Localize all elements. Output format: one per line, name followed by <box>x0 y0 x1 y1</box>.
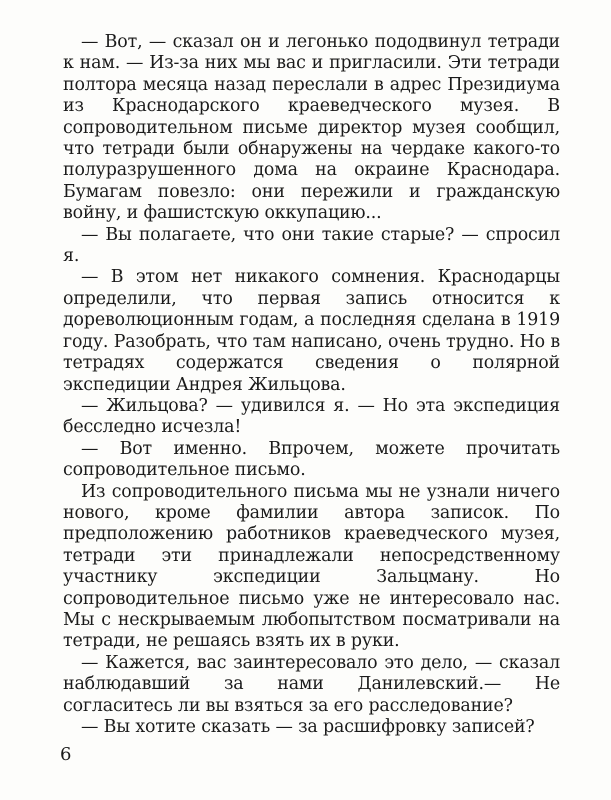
paragraph: — В этом нет никакого сомнения. Краснодарцы определили, что первая запись относится к дореволюционным годам, а последняя сделана в 1919 году. Разобрать, что там написано, очень трудно. Но в тетрадях содержатся сведения о полярной экспедиции Андрея Жильцова. <box>63 267 560 395</box>
paragraph: — Вот, — сказал он и легонько пододвинул тетради к нам. — Из-за них мы вас и пригласили. Эти тетради полтора месяца назад переслали в адрес Президиума из Краснодарского краеведческого музея. В сопроводительном письме директор музея сообщил, что тетради были обнаружены на чердаке какого-то полуразрушенного дома на окраине Краснодара. Бумагам повезло: они пережили и гражданскую войну, и фашистскую оккупацию... <box>63 32 560 224</box>
paragraph: Из сопроводительного письма мы не узнали ничего нового, кроме фамилии автора записок. По предположению работников краеведческого музея, тетради эти принадлежали непосредственному участнику экспедиции Зальцману. Но сопроводительное письмо уже не интересовало нас. Мы с нескрываемым любопытством посматривали на тетради, не решаясь взять их в руки. <box>63 481 560 652</box>
body-text <box>63 32 560 738</box>
paragraph: — Вы полагаете, что они такие старые? — спросил я. <box>63 224 560 267</box>
paragraph: — Жильцова? — удивился я. — Но эта экспедиция бесследно исчезла! <box>63 395 560 438</box>
page-number: 6 <box>60 744 72 765</box>
paragraph: — Вы хотите сказать — за расшифровку записей? <box>81 717 535 737</box>
paragraph: — Кажется, вас заинтересовало это дело, — сказал наблюдавший за нами Данилевский.— Не согласитесь ли вы взяться за его расследование? <box>63 652 560 716</box>
paragraph: — Вот именно. Впрочем, можете прочитать сопроводительное письмо. <box>63 438 560 481</box>
